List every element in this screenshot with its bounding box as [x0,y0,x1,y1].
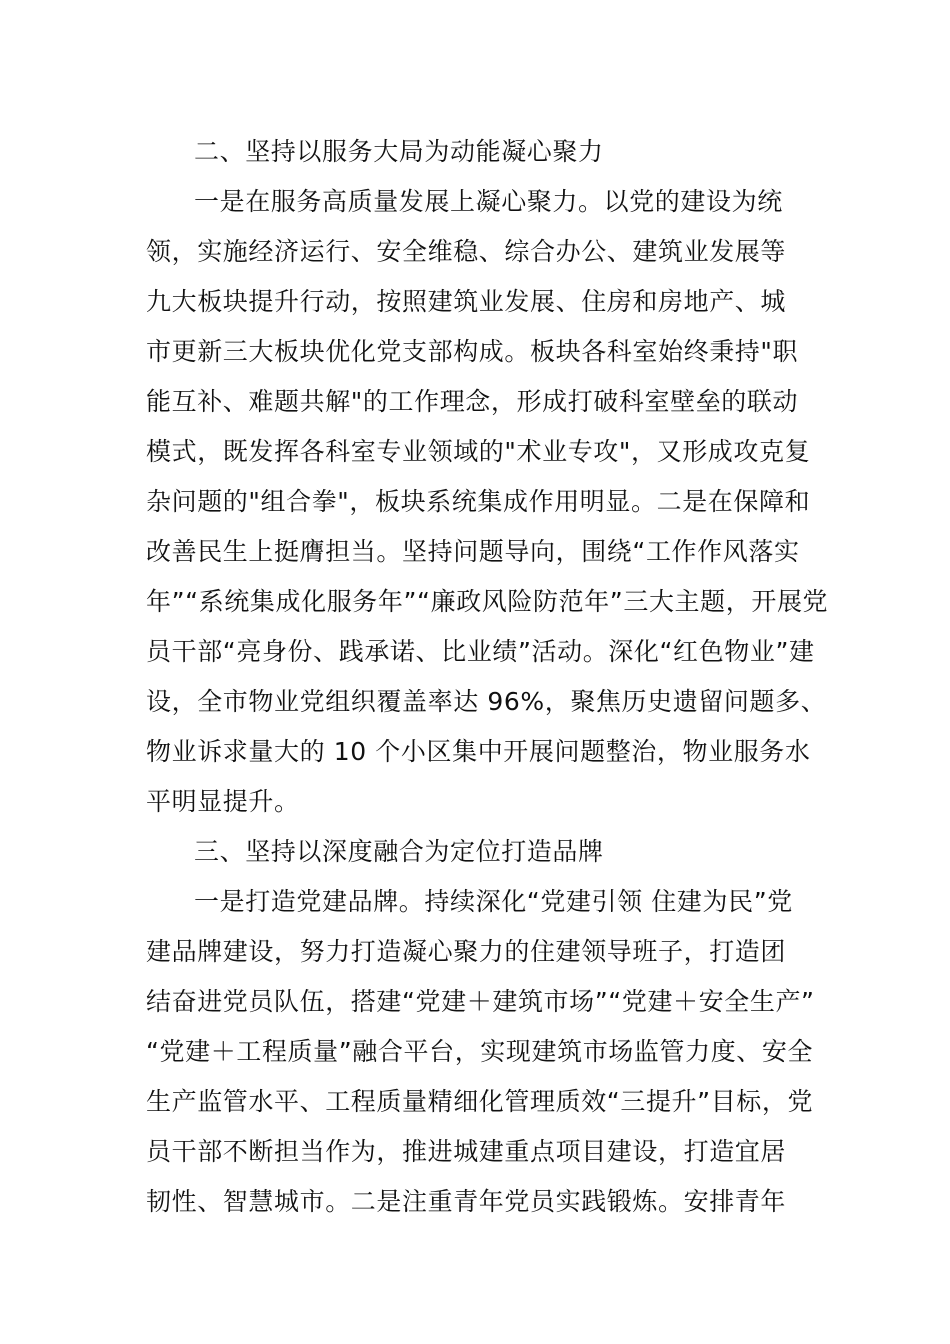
paragraph-line: 结奋进党员队伍，搭建“党建＋建筑市场”“党建＋安全生产” [146,987,815,1016]
paragraph-line: 能互补、难题共解"的工作理念，形成打破科室壁垒的联动 [146,387,799,416]
paragraph-line: 生产监管水平、工程质量精细化管理质效“三提升”目标，党 [146,1087,814,1116]
paragraph-line: 一是打造党建品牌。持续深化“党建引领 住建为民”党 [194,887,793,916]
paragraph-line: 市更新三大板块优化党支部构成。板块各科室始终秉持"职 [146,337,799,366]
paragraph-line: “党建＋工程质量”融合平台，实现建筑市场监管力度、安全 [146,1037,814,1066]
paragraph-line: 物业诉求量大的 10 个小区集中开展问题整治，物业服务水 [146,737,811,766]
paragraph-line: 建品牌建设，努力打造凝心聚力的住建领导班子，打造团 [146,937,787,966]
paragraph-line: 员干部“亮身份、践承诺、比业绩”活动。深化“红色物业”建 [146,637,815,666]
paragraph-line: 杂问题的"组合拳"，板块系统集成作用明显。二是在保障和 [146,487,811,516]
section-heading-2: 二、坚持以服务大局为动能凝心聚力 [194,137,604,166]
paragraph-line: 模式，既发挥各科室专业领域的"术业专攻"，又形成攻克复 [146,437,811,466]
section-heading-3: 三、坚持以深度融合为定位打造品牌 [194,837,604,866]
paragraph-line: 年”“系统集成化服务年”“廉政风险防范年”三大主题，开展党 [146,587,829,616]
paragraph-line: 改善民生上挺膺担当。坚持问题导向，围绕“工作作风落实 [146,537,800,566]
paragraph-line: 九大板块提升行动，按照建筑业发展、住房和房地产、城 [146,287,787,316]
paragraph-line: 设，全市物业党组织覆盖率达 96%，聚焦历史遗留问题多、 [146,687,827,716]
paragraph-line: 一是在服务高质量发展上凝心聚力。以党的建设为统 [194,187,783,216]
paragraph-line: 平明显提升。 [146,787,300,816]
paragraph-line: 员干部不断担当作为，推进城建重点项目建设，打造宜居 [146,1137,787,1166]
paragraph-line: 领，实施经济运行、安全维稳、综合办公、建筑业发展等 [146,237,787,266]
paragraph-line: 韧性、智慧城市。二是注重青年党员实践锻炼。安排青年 [146,1187,787,1216]
